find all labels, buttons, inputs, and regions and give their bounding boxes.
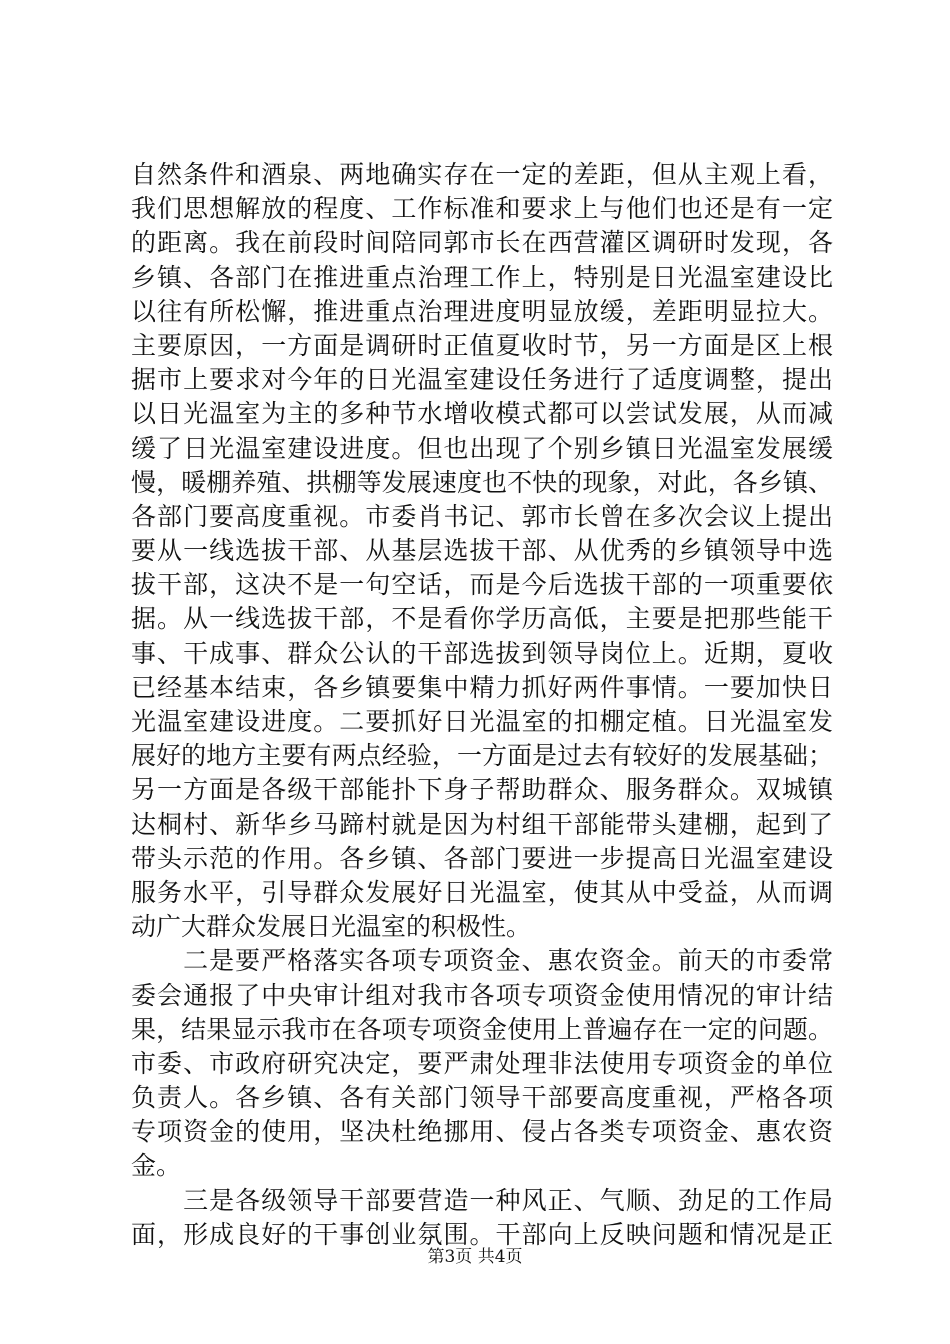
text-line: 达桐村、新华乡马蹄村就是因为村组干部能带头建棚，起到了 — [131, 809, 833, 839]
text-line: 要从一线选拔干部、从基层选拔干部、从优秀的乡镇领导中选 — [131, 536, 833, 566]
text-line: 带头示范的作用。各乡镇、各部门要进一步提高日光温室建设 — [131, 843, 833, 873]
text-line: 拔干部，这决不是一句空话，而是今后选拔干部的一项重要依 — [131, 570, 833, 600]
text-line: 我们思想解放的程度、工作标准和要求上与他们也还是有一定 — [131, 194, 833, 224]
text-line: 各部门要高度重视。市委肖书记、郭市长曾在多次会议上提出 — [131, 501, 833, 531]
text-line: 金。 — [131, 1151, 182, 1181]
text-line: 乡镇、各部门在推进重点治理工作上，特别是日光温室建设比 — [131, 262, 833, 292]
text-line: 事、干成事、群众公认的干部选拔到领导岗位上。近期，夏收 — [131, 638, 833, 668]
document-body — [131, 158, 833, 1252]
text-line: 市委、市政府研究决定，要严肃处理非法使用专项资金的单位 — [131, 1048, 833, 1078]
text-line: 果，结果显示我市在各项专项资金使用上普遍存在一定的问题。 — [131, 1014, 833, 1044]
text-line: 专项资金的使用，坚决杜绝挪用、侵占各类专项资金、惠农资 — [131, 1117, 833, 1147]
text-line: 已经基本结束，各乡镇要集中精力抓好两件事情。一要加快日 — [131, 672, 833, 702]
text-line: 据市上要求对今年的日光温室建设任务进行了适度调整，提出 — [131, 365, 833, 395]
text-line: 三是各级领导干部要营造一种风正、气顺、劲足的工作局 — [131, 1185, 833, 1215]
text-line: 自然条件和酒泉、两地确实存在一定的差距，但从主观上看， — [131, 160, 833, 189]
text-line: 光温室建设进度。二要抓好日光温室的扣棚定植。日光温室发 — [131, 707, 833, 736]
text-line: 展好的地方主要有两点经验，一方面是过去有较好的发展基础； — [131, 741, 833, 771]
text-line: 以日光温室为主的多种节水增收模式都可以尝试发展，从而减 — [131, 399, 833, 429]
text-line: 负责人。各乡镇、各有关部门领导干部要高度重视，严格各项 — [131, 1083, 833, 1113]
text-line: 以往有所松懈，推进重点治理进度明显放缓，差距明显拉大。 — [131, 296, 833, 326]
page-footer: 第3页 共4页 — [427, 1247, 523, 1267]
text-line: 缓了日光温室建设进度。但也出现了个别乡镇日光温室发展缓 — [131, 433, 833, 463]
text-line: 据。从一线选拔干部，不是看你学历高低，主要是把那些能干 — [131, 604, 833, 634]
text-line: 动广大群众发展日光温室的积极性。 — [131, 912, 532, 942]
text-line: 主要原因，一方面是调研时正值夏收时节，另一方面是区上根 — [131, 330, 833, 360]
text-line: 的距离。我在前段时间陪同郭市长在西营灌区调研时发现，各 — [131, 228, 833, 258]
text-line: 慢，暖棚养殖、拱棚等发展速度也不快的现象，对此，各乡镇、 — [131, 467, 833, 497]
text-line: 服务水平，引导群众发展好日光温室，使其从中受益，从而调 — [131, 877, 833, 907]
text-line: 委会通报了中央审计组对我市各项专项资金使用情况的审计结 — [131, 980, 833, 1010]
text-line: 面，形成良好的干事创业氛围。干部向上反映问题和情况是正 — [131, 1219, 833, 1249]
text-line: 二是要严格落实各项专项资金、惠农资金。前天的市委常 — [131, 946, 833, 976]
text-line: 另一方面是各级干部能扑下身子帮助群众、服务群众。双城镇 — [131, 775, 833, 805]
